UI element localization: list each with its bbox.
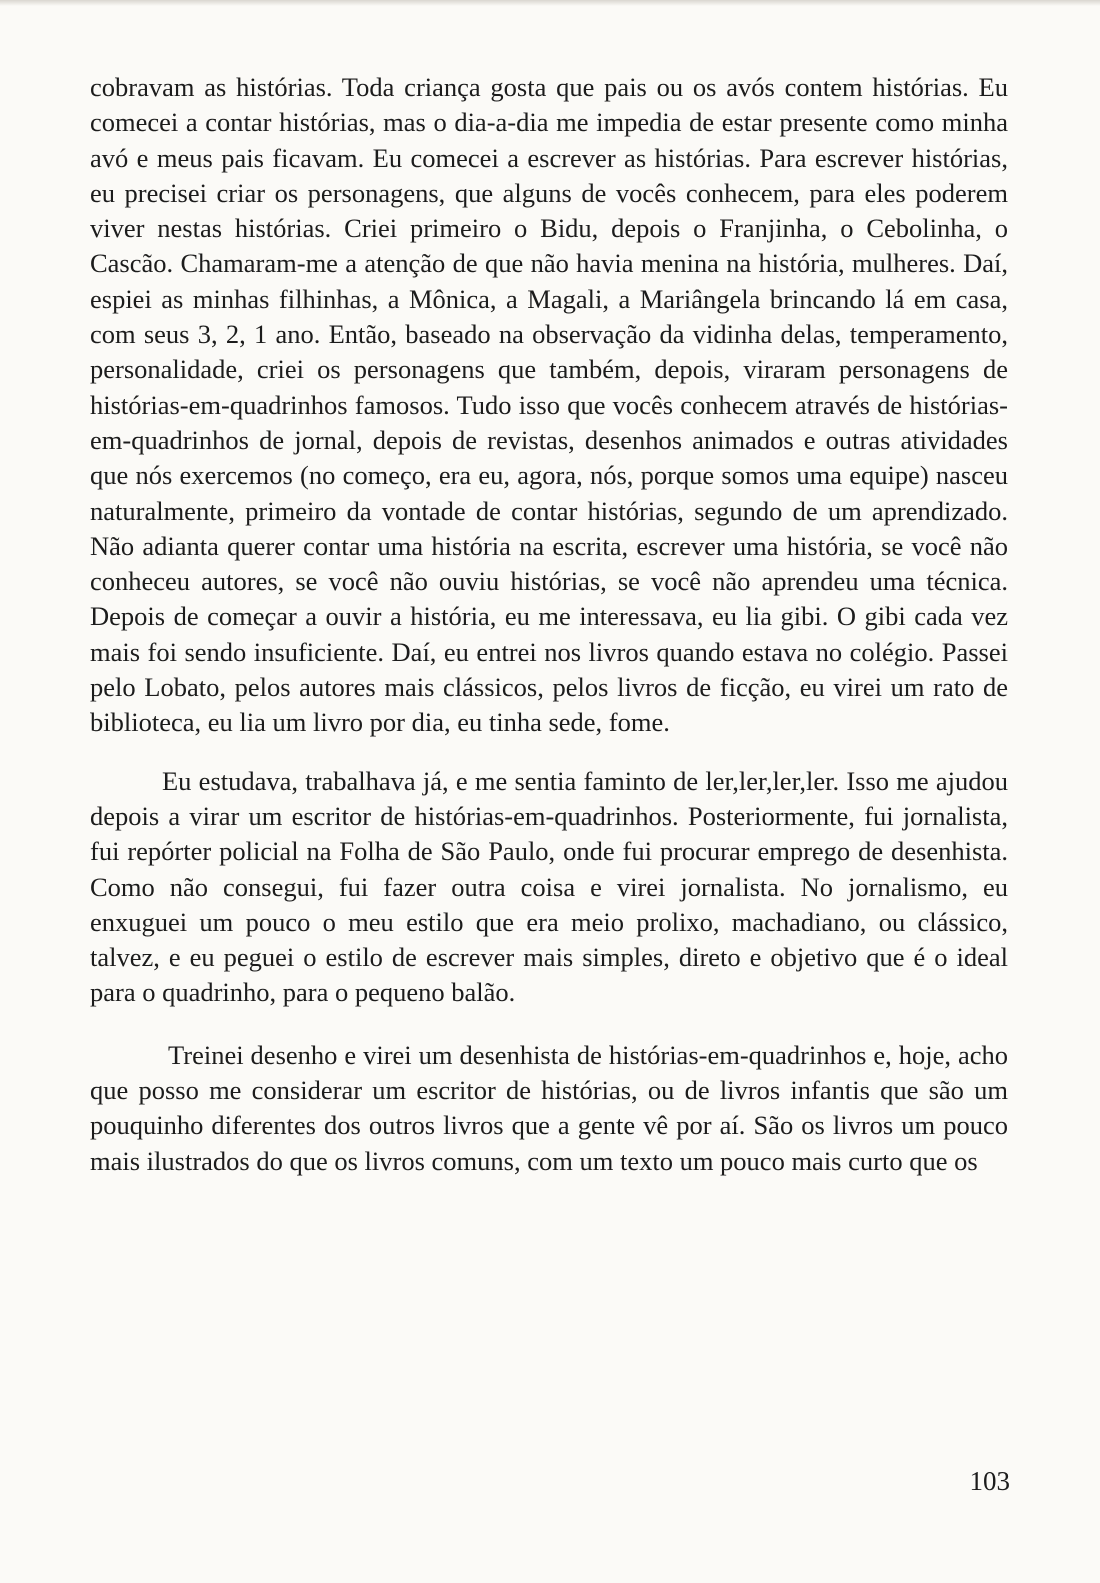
paragraph-1: cobravam as histórias. Toda criança gosta que pais ou os avós contem histórias. Eu comecei a contar histórias, mas o dia-a-dia me impedia de estar presente como minha avó e meus pais ficavam. Eu comecei a escrever as histórias. Para escrever histórias, eu precisei criar os personagens, que alguns de vocês conhecem, para eles poderem viver nestas histórias. Criei primeiro o Bidu, depois o Franjinha, o Cebolinha, o Cascão. Chamaram-me a atenção de que não havia menina na história, mulheres. Daí, espiei as minhas filhinhas, a Mônica, a Magali, a Mariângela brincando lá em casa, com seus 3, 2, 1 ano. Então, baseado na observação da vidinha delas, temperamento, personalidade, criei os personagens que também, depois, viraram personagens de histórias-em-quadrinhos famosos. Tudo isso que vocês conhecem através de histórias-em-quadrinhos de jornal, depois de revistas, desenhos animados e outras atividades que nós exercemos (no começo, era eu, agora, nós, porque somos uma equipe) nasceu naturalmente, primeiro da vontade de contar histórias, segundo de um aprendizado. Não adianta querer contar uma história na escrita, escrever uma história, se você não conheceu autores, se você não ouviu histórias, se você não aprendeu uma técnica. Depois de começar a ouvir a história, eu me interessava, eu lia gibi. O gibi cada vez mais foi sendo insuficiente. Daí, eu entrei nos livros quando estava no colégio. Passei pelo Lobato, pelos autores mais clássicos, pelos livros de ficção, eu virei um rato de biblioteca, eu lia um livro por dia, eu tinha sede, fome. <box>90 72 1008 738</box>
page-top-edge <box>0 0 1100 6</box>
paragraph-2: Eu estudava, trabalhava já, e me sentia faminto de ler,ler,ler,ler. Isso me ajudou depois a virar um escritor de histórias-em-quadrinhos. Posteriormente, fui jornalista, fui repórter policial na Folha de São Paulo, onde fui procurar emprego de desenhista. Como não consegui, fui fazer outra coisa e virei jornalista. No jornalismo, eu enxuguei um pouco o meu estilo que era meio prolixo, machadiano, ou clássico, talvez, e eu peguei o estilo de escrever mais simples, direto e objetivo que é o ideal para o quadrinho, para o pequeno balão. <box>90 765 1008 1008</box>
body-text <box>90 70 1008 1179</box>
page-number: 103 <box>969 1466 1010 1496</box>
paragraph-3: Treinei desenho e virei um desenhista de histórias-em-quadrinhos e, hoje, acho que posso me considerar um escritor de histórias, ou de livros infantis que são um pouquinho diferentes dos outros livros que a gente vê por aí. São os livros um pouco mais ilustrados do que os livros comuns, com um texto um pouco mais curto que os <box>90 1039 1008 1176</box>
